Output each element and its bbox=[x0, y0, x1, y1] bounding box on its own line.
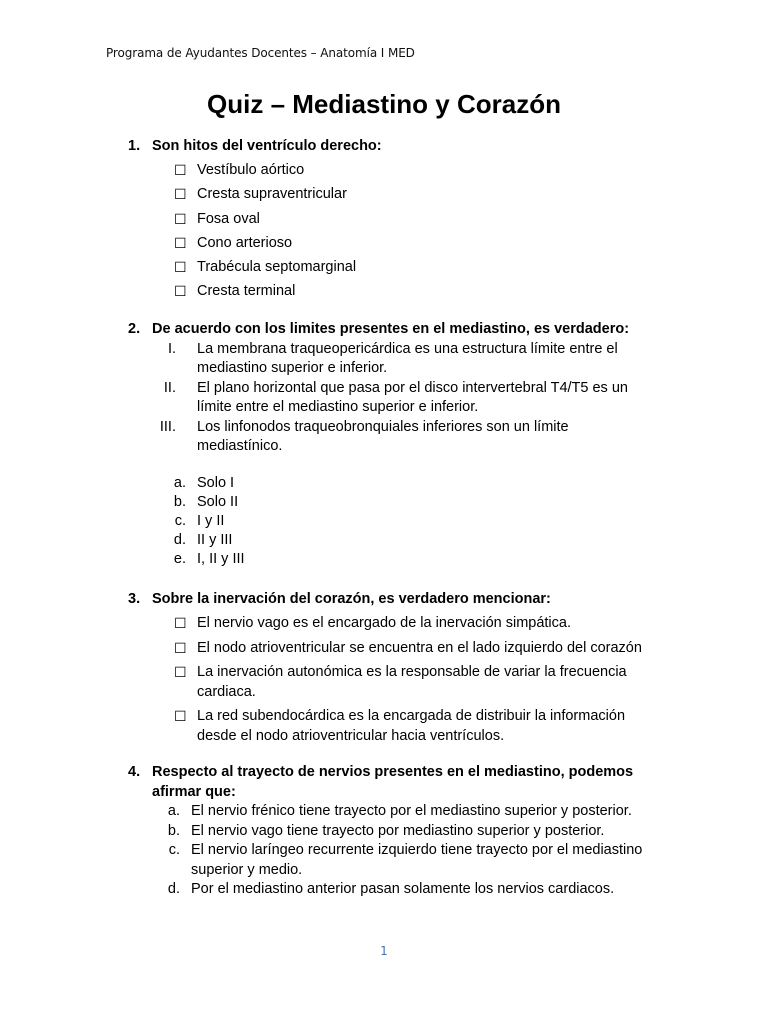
answer-option[interactable] bbox=[128, 531, 688, 550]
checkbox-option[interactable] bbox=[128, 234, 688, 258]
option-letter: d. bbox=[173, 531, 186, 548]
checkbox-icon[interactable]: ☐ bbox=[174, 259, 187, 276]
checkbox-icon[interactable]: ☐ bbox=[174, 186, 187, 203]
question-text: Respecto al trayecto de nervios presentes en el mediastino, podemos afirmar que: bbox=[152, 764, 634, 800]
question-text: Son hitos del ventrículo derecho: bbox=[152, 138, 382, 154]
option-label: Cresta supraventricular bbox=[197, 186, 347, 203]
checkbox-icon[interactable]: ☐ bbox=[174, 283, 187, 300]
option-label: II y III bbox=[197, 531, 233, 548]
checkbox-icon[interactable]: ☐ bbox=[174, 639, 187, 656]
answer-option[interactable] bbox=[128, 474, 688, 493]
option-label: La red subendocárdica es la encargada de distribuir la información desde el nodo atrioventricular hacia ventrículos. bbox=[197, 708, 626, 744]
answer-option[interactable] bbox=[128, 880, 688, 900]
option-label: Trabécula septomarginal bbox=[197, 259, 357, 276]
question-text: De acuerdo con los limites presentes en el mediastino, es verdadero: bbox=[152, 321, 630, 337]
option-label: Fosa oval bbox=[197, 210, 260, 227]
option-label: Cono arterioso bbox=[197, 234, 293, 251]
checkbox-icon[interactable]: ☐ bbox=[174, 615, 187, 631]
question-text: Sobre la inervación del corazón, es verdadero mencionar: bbox=[152, 591, 551, 607]
checkbox-icon[interactable]: ☐ bbox=[174, 210, 187, 227]
option-letter: e. bbox=[173, 550, 186, 567]
statement-numeral: II. bbox=[163, 379, 176, 396]
statement-numeral: I. bbox=[167, 340, 176, 357]
question-number: 2. bbox=[128, 321, 141, 337]
option-label: Por el mediastino anterior pasan solamente los nervios cardiacos. bbox=[191, 881, 615, 897]
checkbox-icon[interactable]: ☐ bbox=[174, 664, 187, 680]
checkbox-option[interactable] bbox=[128, 663, 688, 702]
statement-item bbox=[128, 340, 688, 379]
answer-option[interactable] bbox=[128, 822, 688, 842]
option-label: I, II y III bbox=[197, 550, 245, 567]
option-label: El nervio vago tiene trayecto por mediastino superior y posterior. bbox=[191, 822, 605, 839]
answer-option[interactable] bbox=[128, 841, 688, 880]
statement-text: Los linfonodos traqueobronquiales inferiores son un límite mediastínico. bbox=[197, 418, 569, 454]
document-header: Programa de Ayudantes Docentes – Anatomía I MED bbox=[106, 46, 415, 60]
checkbox-option[interactable] bbox=[128, 282, 688, 306]
answer-option[interactable] bbox=[128, 550, 688, 569]
question-number: 3. bbox=[128, 591, 141, 607]
option-label: La inervación autonómica es la responsable de variar la frecuencia cardiaca. bbox=[197, 664, 627, 700]
question-3 bbox=[128, 590, 688, 746]
checkbox-option[interactable] bbox=[128, 707, 688, 746]
option-label: El nervio vago es el encargado de la inervación simpática. bbox=[197, 615, 571, 631]
checkbox-option[interactable] bbox=[128, 185, 688, 209]
answer-option[interactable] bbox=[128, 802, 688, 822]
option-letter: a. bbox=[167, 803, 180, 819]
checkbox-icon[interactable]: ☐ bbox=[174, 162, 187, 178]
option-letter: c. bbox=[174, 512, 186, 529]
statement-item bbox=[128, 379, 688, 418]
question-2 bbox=[128, 320, 688, 569]
option-label: Solo I bbox=[197, 474, 235, 491]
option-label: Solo II bbox=[197, 493, 239, 510]
option-label: El nervio frénico tiene trayecto por el mediastino superior y posterior. bbox=[191, 803, 632, 819]
checkbox-option[interactable] bbox=[128, 639, 688, 659]
checkbox-option[interactable] bbox=[128, 614, 688, 634]
option-letter: a. bbox=[173, 474, 186, 491]
statement-numeral: III. bbox=[159, 418, 176, 435]
statement-item bbox=[128, 418, 688, 457]
statement-text: El plano horizontal que pasa por el disco intervertebral T4/T5 es un límite entre el mediastino superior e inferior. bbox=[197, 379, 628, 415]
checkbox-icon[interactable]: ☐ bbox=[174, 234, 187, 251]
checkbox-icon[interactable]: ☐ bbox=[174, 708, 187, 724]
page-title: Quiz – Mediastino y Corazón bbox=[207, 89, 561, 119]
question-number: 1. bbox=[128, 138, 141, 154]
option-letter: b. bbox=[173, 493, 186, 510]
option-letter: d. bbox=[167, 881, 180, 897]
option-label: Cresta terminal bbox=[197, 283, 296, 300]
option-label: El nervio laríngeo recurrente izquierdo tiene trayecto por el mediastino superior y medio. bbox=[191, 842, 643, 878]
checkbox-option[interactable] bbox=[128, 161, 688, 185]
question-4 bbox=[128, 763, 688, 900]
option-letter: b. bbox=[167, 822, 180, 839]
option-label: I y II bbox=[197, 512, 225, 529]
checkbox-option[interactable] bbox=[128, 258, 688, 282]
question-number: 4. bbox=[128, 764, 141, 780]
answer-option[interactable] bbox=[128, 512, 688, 531]
option-letter: c. bbox=[168, 842, 180, 858]
statement-text: La membrana traqueopericárdica es una estructura límite entre el mediastino superior e inferior. bbox=[197, 340, 618, 376]
question-1 bbox=[128, 137, 688, 307]
option-label: Vestíbulo aórtico bbox=[197, 162, 305, 178]
page-number: 1 bbox=[380, 944, 388, 958]
option-label: El nodo atrioventricular se encuentra en el lado izquierdo del corazón bbox=[197, 639, 642, 656]
checkbox-option[interactable] bbox=[128, 210, 688, 234]
answer-option[interactable] bbox=[128, 493, 688, 512]
